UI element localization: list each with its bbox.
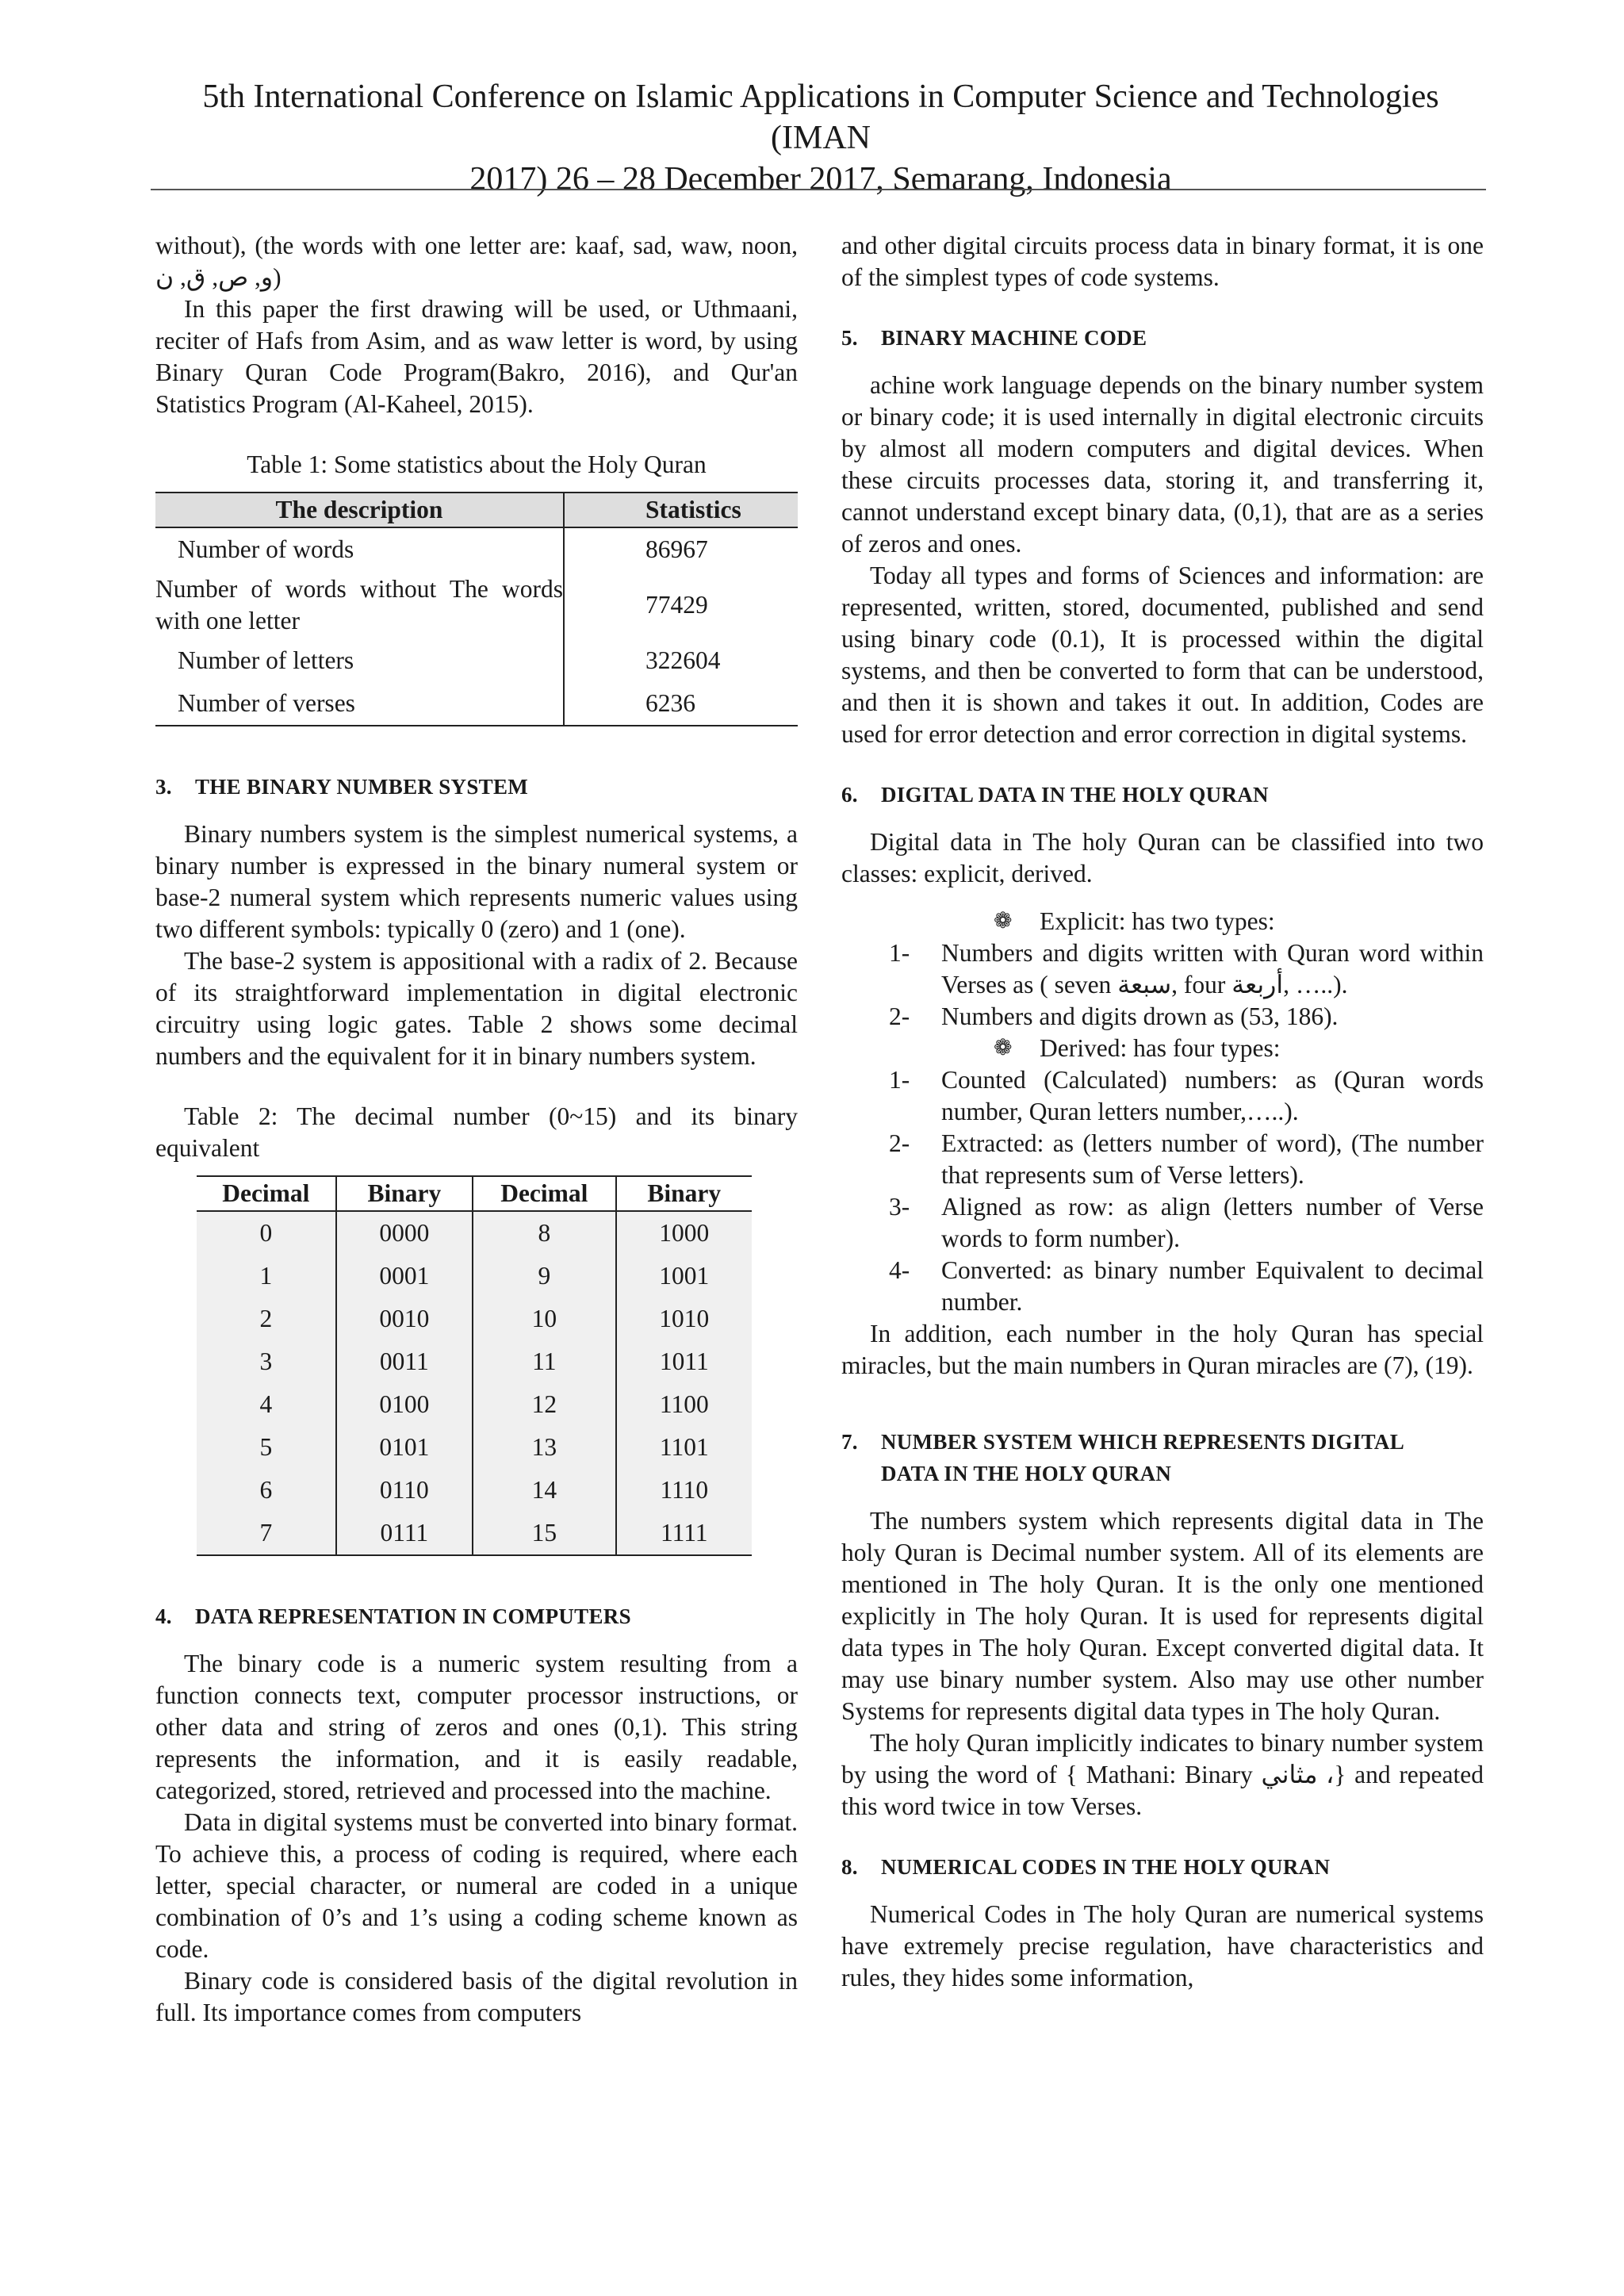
table-cell: 1110 (616, 1469, 752, 1512)
section-number: 8. (841, 1855, 858, 1879)
table-row (197, 1383, 752, 1426)
table-cell: 0010 (336, 1297, 473, 1340)
paragraph: without), (the words with one letter are: kaaf, sad, waw, noon, و, ص, ق, ن) (155, 232, 798, 291)
paragraph: Binary code is considered basis of the digital revolution in full. Its importance comes from computers (155, 1967, 798, 2026)
table-cell: 6 (197, 1469, 336, 1512)
list-item (841, 1255, 1484, 1318)
table-cell: 1001 (616, 1255, 752, 1297)
paragraph: Binary numbers system is the simplest numerical systems, a binary number is expressed in the binary numeral system or base-2 numeral system which represents numeric values using two different symbols: typically 0 (zero) and 1 (one). (155, 820, 798, 943)
paragraph: Digital data in The holy Quran can be classified into two classes: explicit, derived. (841, 828, 1484, 887)
header-rule (151, 189, 1486, 190)
table-cell: 4 (197, 1383, 336, 1426)
derived-list (841, 1064, 1484, 1318)
right-column (841, 230, 1484, 1994)
table-cell: 14 (473, 1469, 616, 1512)
list-marker: 4- (889, 1256, 910, 1284)
table-cell: 9 (473, 1255, 616, 1297)
table-row (197, 1469, 752, 1512)
table-1 (155, 492, 798, 726)
table-cell: 10 (473, 1297, 616, 1340)
section-heading-7 (841, 1426, 1484, 1489)
list-marker: 3- (889, 1193, 910, 1221)
section-title: DIGITAL DATA IN THE HOLY QURAN (881, 783, 1269, 807)
table-cell: 2 (197, 1297, 336, 1340)
table-row (197, 1255, 752, 1297)
table-cell: 3 (197, 1340, 336, 1383)
paragraph: Today all types and forms of Sciences and information: are represented, written, stored, documented, published and send using binary code (0.1), It is processed within the digital systems, and then be converted to form that can be understood, and then it is shown and takes it out. In addition, Codes are used for error detection and error correction in digital systems. (841, 562, 1484, 748)
table-cell: 0100 (336, 1383, 473, 1426)
table-cell: 1100 (616, 1383, 752, 1426)
section-title: NUMERICAL CODES IN THE HOLY QURAN (881, 1855, 1331, 1879)
list-item (841, 1001, 1484, 1033)
section-number: 5. (841, 326, 858, 350)
section-heading-4 (155, 1600, 798, 1632)
header-line-1: 5th International Conference on Islamic Applications in Computer Science and Technologies (IMAN (202, 79, 1439, 156)
table-1-header-statistics: Statistics (564, 493, 798, 527)
table-cell: Number of verses (155, 682, 564, 726)
header-line-2: 2017) 26 – 28 December 2017, Semarang, Indonesia (469, 161, 1172, 197)
paragraph: The holy Quran implicitly indicates to binary number system by using the word of { Mathani: Binary مثاني ،} and repeated this word twice in tow Verses. (841, 1729, 1484, 1820)
table-cell: 77429 (645, 591, 708, 619)
table-cell: 13 (473, 1426, 616, 1469)
table-cell: 0101 (336, 1426, 473, 1469)
table-cell: 1 (197, 1255, 336, 1297)
table-cell: 0000 (336, 1211, 473, 1255)
table-cell: 0 (197, 1211, 336, 1255)
paragraph: The numbers system which represents digital data in The holy Quran is Decimal number system. All of its elements are mentioned in The holy Quran. It is the only one mentioned explicitly in The holy Quran. It is used for represents digital data types in The holy Quran. Except converted digital data. It may use binary number system. Also may use other number Systems for represents digital data types in The holy Quran. (841, 1507, 1484, 1725)
list-item (841, 1191, 1484, 1255)
list-item (841, 1128, 1484, 1191)
table-2 (197, 1175, 752, 1556)
explicit-list (841, 937, 1484, 1033)
list-marker: 1- (889, 1066, 910, 1094)
section-heading-6 (841, 779, 1484, 811)
table-row (155, 682, 798, 726)
table-cell: 1010 (616, 1297, 752, 1340)
list-marker: 2- (889, 1002, 910, 1030)
table-cell: 1101 (616, 1426, 752, 1469)
table-row (155, 527, 798, 571)
table-cell: 0110 (336, 1469, 473, 1512)
table-row (155, 571, 798, 639)
section-number: 3. (155, 775, 172, 799)
list-text: Converted: as binary number Equivalent to decimal number. (941, 1256, 1484, 1316)
bullet-icon: ❁ (994, 909, 1013, 933)
table-cell: 15 (473, 1512, 616, 1555)
paragraph: achine work language depends on the binary number system or binary code; it is used internally in digital electronic circuits by almost all modern computers and digital devices. When these circuits processes data, storing it, and transferring it, cannot understand except binary data, (0,1), that are as a series of zeros and ones. (841, 371, 1484, 558)
bullet-text: Explicit: has two types: (1040, 907, 1275, 935)
table-row (197, 1426, 752, 1469)
list-item (841, 937, 1484, 1001)
list-text: Counted (Calculated) numbers: as (Quran words number, Quran letters number,…..). (941, 1066, 1484, 1125)
paragraph: Data in digital systems must be converted into binary format. To achieve this, a process of coding is required, where each letter, special character, or numeral are coded in a unique combination of 0’s and 1’s using a coding scheme known as code. (155, 1808, 798, 1963)
table-cell: 11 (473, 1340, 616, 1383)
conference-header (155, 76, 1487, 200)
paragraph: In this paper the first drawing will be used, or Uthmaani, reciter of Hafs from Asim, and as waw letter is word, by using Binary Quran Code Program(Bakro, 2016), and Qur'an Statistics Program (Al-Kaheel, 2015). (155, 295, 798, 418)
table-2-header: Decimal (197, 1176, 336, 1211)
table-1-caption: Table 1: Some statistics about the Holy Quran (247, 450, 707, 478)
bullet-item (841, 906, 1484, 937)
table-cell: 6236 (564, 682, 798, 726)
section-title: BINARY MACHINE CODE (881, 326, 1147, 350)
table-cell: 0111 (336, 1512, 473, 1555)
section-number: 6. (841, 783, 858, 807)
table-cell: 5 (197, 1426, 336, 1469)
table-cell: 1111 (616, 1512, 752, 1555)
section-heading-5 (841, 322, 1484, 354)
table-row (197, 1340, 752, 1383)
table-row (197, 1297, 752, 1340)
section-number: 7. (841, 1430, 858, 1454)
table-cell: 8 (473, 1211, 616, 1255)
table-cell: 0011 (336, 1340, 473, 1383)
table-cell: Number of letters (155, 639, 564, 682)
bullet-text: Derived: has four types: (1040, 1034, 1281, 1062)
table-cell: 1011 (616, 1340, 752, 1383)
table-row (197, 1512, 752, 1555)
table-2-header: Decimal (473, 1176, 616, 1211)
list-text: Aligned as row: as align (letters number of Verse words to form number). (941, 1193, 1484, 1252)
section-heading-8 (841, 1851, 1484, 1883)
paragraph: In addition, each number in the holy Quran has special miracles, but the main numbers in Quran miracles are (7), (19). (841, 1320, 1484, 1379)
list-marker: 1- (889, 939, 910, 967)
table-row (155, 639, 798, 682)
paragraph: The binary code is a numeric system resulting from a function connects text, computer processor instructions, or other data and string of zeros and ones (0,1). This string represents the information, and it is easily readable, categorized, stored, retrieved and processed into the machine. (155, 1650, 798, 1804)
table-1-header-description: The description (155, 493, 564, 527)
section-title: THE BINARY NUMBER SYSTEM (195, 775, 529, 799)
section-title: DATA REPRESENTATION IN COMPUTERS (195, 1604, 631, 1628)
table-cell: Number of words (155, 527, 564, 571)
bullet-icon: ❁ (994, 1036, 1013, 1060)
list-text: Extracted: as (letters number of word), (The number that represents sum of Verse letters). (941, 1129, 1484, 1189)
table-cell: 0001 (336, 1255, 473, 1297)
table-2-header: Binary (336, 1176, 473, 1211)
table-cell: 322604 (645, 646, 721, 674)
table-cell: 12 (473, 1383, 616, 1426)
section-number: 4. (155, 1604, 172, 1628)
table-2-caption: Table 2: The decimal number (0~15) and its binary equivalent (155, 1102, 798, 1162)
left-column (155, 230, 798, 2029)
list-text: Numbers and digits written with Quran word within Verses as ( seven سبعة, four أربعة, …..). (941, 939, 1484, 999)
bullet-item (841, 1033, 1484, 1064)
table-cell: 1000 (616, 1211, 752, 1255)
list-marker: 2- (889, 1129, 910, 1157)
table-cell: Number of words without The words with one letter (155, 571, 564, 639)
paragraph: The base-2 system is appositional with a radix of 2. Because of its straightforward implementation in digital electronic circuitry using logic gates. Table 2 shows some decimal numbers and the equivalent for it in binary numbers system. (155, 947, 798, 1070)
list-text: Numbers and digits drown as (53, 186). (941, 1002, 1339, 1030)
table-2-header: Binary (616, 1176, 752, 1211)
section-title-line-2: DATA IN THE HOLY QURAN (881, 1462, 1172, 1485)
paragraph: and other digital circuits process data in binary format, it is one of the simplest types of code systems. (841, 232, 1484, 291)
section-title-line-1: NUMBER SYSTEM WHICH REPRESENTS DIGITAL (881, 1430, 1405, 1454)
table-row (197, 1211, 752, 1255)
section-heading-3 (155, 771, 798, 803)
table-cell: 86967 (645, 535, 708, 563)
paragraph: Numerical Codes in The holy Quran are numerical systems have extremely precise regulation, have characteristics and rules, they hides some information, (841, 1900, 1484, 1991)
list-item (841, 1064, 1484, 1128)
table-cell: 7 (197, 1512, 336, 1555)
